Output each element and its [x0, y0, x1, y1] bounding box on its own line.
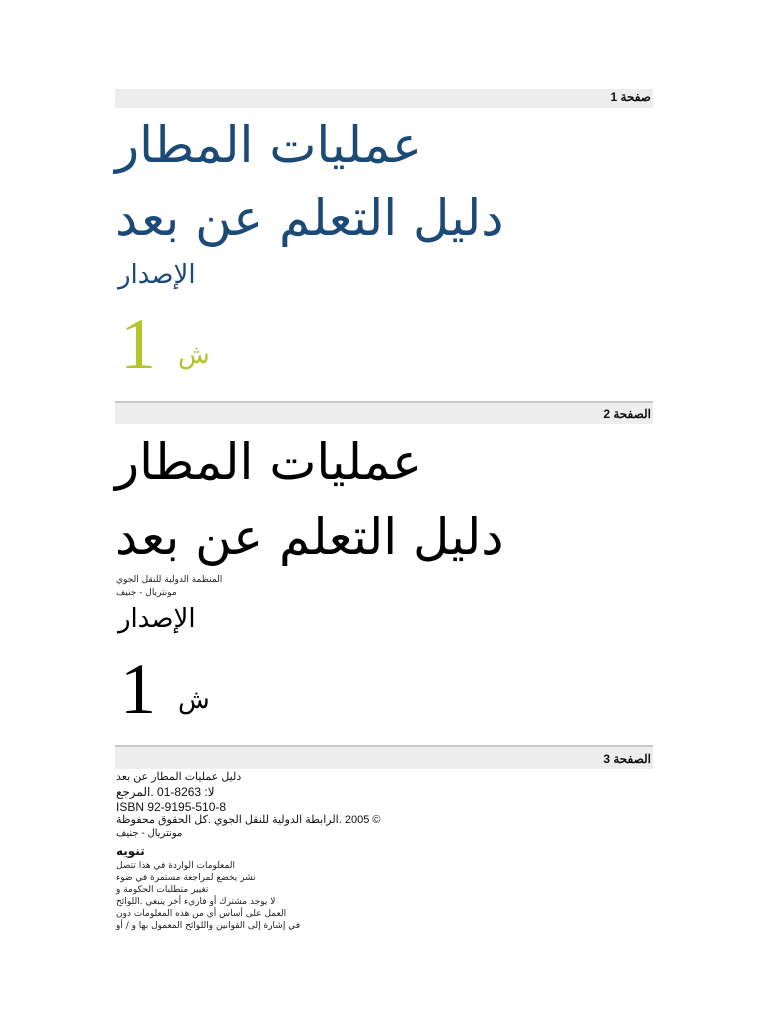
page-2-org-name: المنظمة الدولية للنقل الجوي: [116, 575, 223, 585]
page-label-3: الصفحة 3: [603, 752, 651, 766]
page-2-title: عمليات المطار: [115, 433, 423, 491]
page-1-subtitle: دليل التعلم عن بعد: [115, 189, 504, 247]
page-label-2: الصفحة 2: [603, 407, 651, 421]
page-1-edition-number: 1: [120, 304, 156, 384]
page-header-3: [115, 745, 653, 769]
page-2-edition-number: 1: [120, 649, 156, 729]
page-3-line-5: مونتريال - جنيف: [116, 828, 183, 839]
page-header-1: [115, 89, 653, 108]
page-3-line-1: دليل عمليات المطار عن بعد: [116, 771, 242, 783]
page-3-line-3: ISBN 92-9195-510-8: [116, 800, 227, 814]
page-3-notice-line-6: في إشارة إلى القوانين واللوائح المعمول بها و / أو: [116, 921, 300, 931]
page-3-notice-line-4: لا يوجد مشترك أو فاريء أخر ينبغي .اللوائح: [116, 897, 276, 907]
page-1-title: عمليات المطار: [115, 116, 423, 174]
page-1-edition-suffix: ش: [178, 340, 210, 370]
page-3-line-2: لا: 8263-01 .المرجع: [116, 785, 215, 799]
page-2-edition-suffix: ش: [178, 685, 210, 715]
page-3-notice-line-1: المعلومات الواردة في هذا تتصل: [116, 861, 235, 871]
page-3-line-4: © 2005 .الرابطة الدولية للنقل الجوي .كل الحقوق محفوظة: [116, 814, 381, 826]
page-header-2: [115, 401, 653, 424]
page-3-notice-line-3: تغيير متطلبات الحكومة و: [116, 885, 209, 895]
page-1-edition-label: الإصدار: [118, 260, 196, 290]
page-2-edition-label: الإصدار: [118, 604, 196, 634]
page-3-notice-line-5: العمل على أساس أي من هذه المعلومات دون: [116, 909, 287, 919]
page-2-subtitle: دليل التعلم عن بعد: [115, 508, 504, 566]
page-3-notice-title: تنويه: [116, 844, 145, 858]
page-2-org-city: مونتريال - جنيف: [116, 588, 177, 598]
page-label-1: صفحة 1: [610, 90, 651, 104]
page-3-notice-line-2: نشر يخضع لمراجعة مستمرة في ضوء: [116, 873, 256, 883]
